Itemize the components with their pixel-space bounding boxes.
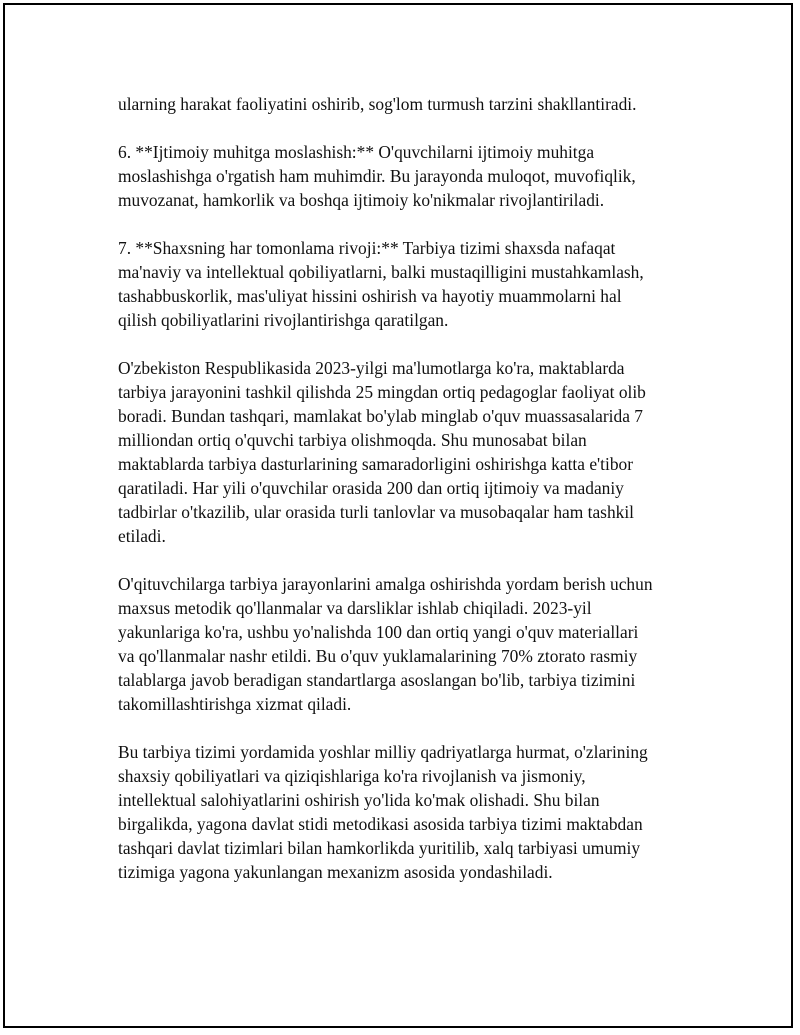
text-line: maxsus metodik qo'llanmalar va darsliklar ishlab chiqiladi. 2023-yil — [118, 598, 592, 618]
paragraph-teaching-materials — [118, 572, 698, 716]
paragraph-social-adaptation — [118, 140, 698, 212]
text-line: tadbirlar o'tkazilib, ular orasida turli tanlovlar va musobaqalar ham tashkil — [118, 502, 634, 522]
text-line: Bu tarbiya tizimi yordamida yoshlar milliy qadriyatlarga hurmat, o'zlarining — [118, 742, 648, 762]
text-line: milliondan ortiq o'quvchi tarbiya olishmoqda. Shu munosabat bilan — [118, 430, 587, 450]
text-line: muvozanat, hamkorlik va boshqa ijtimoiy ko'nikmalar rivojlantiriladi. — [118, 190, 605, 210]
paragraph-intro-continuation — [118, 92, 698, 116]
paragraph-personal-development — [118, 236, 698, 332]
paragraph-statistics — [118, 356, 698, 548]
text-line: birgalikda, yagona davlat stidi metodikasi asosida tarbiya tizimi maktabdan — [118, 814, 643, 834]
text-line: O'qituvchilarga tarbiya jarayonlarini amalga oshirishda yordam berish uchun — [118, 574, 653, 594]
text-line: O'zbekiston Respublikasida 2023-yilgi ma'lumotlarga ko'ra, maktablarda — [118, 358, 625, 378]
text-line: yakunlariga ko'ra, ushbu yo'nalishda 100 dan ortiq yangi o'quv materiallari — [118, 622, 639, 642]
text-line: talablarga javob beradigan standartlarga asoslangan bo'lib, tarbiya tizimini — [118, 670, 636, 690]
text-line: tizimiga yagona yakunlangan mexanizm asosida yondashiladi. — [118, 862, 553, 882]
text-line: ma'naviy va intellektual qobiliyatlarni, balki mustaqilligini mustahkamlash, — [118, 262, 644, 282]
text-line: maktablarda tarbiya dasturlarining samaradorligini oshirishga katta e'tibor — [118, 454, 634, 474]
text-line: moslashishga o'rgatish ham muhimdir. Bu jarayonda muloqot, muvofiqlik, — [118, 166, 636, 186]
paragraph-conclusion — [118, 740, 698, 884]
text-line: qilish qobiliyatlarini rivojlantirishga qaratilgan. — [118, 310, 449, 330]
document-body — [118, 92, 698, 908]
text-line: shaxsiy qobiliyatlari va qiziqishlariga ko'ra rivojlanish va jismoniy, — [118, 766, 586, 786]
text-line: takomillashtirishga xizmat qiladi. — [118, 694, 352, 714]
text-line: intellektual salohiyatlarini oshirish yo'lida ko'mak olishadi. Shu bilan — [118, 790, 600, 810]
text-line: etiladi. — [118, 526, 166, 546]
text-line: 7. **Shaxsning har tomonlama rivoji:** Tarbiya tizimi shaxsda nafaqat — [118, 238, 616, 258]
text-line: va qo'llanmalar nashr etildi. Bu o'quv yuklamalarining 70% ztorato rasmiy — [118, 646, 638, 666]
text-line: tashqari davlat tizimlari bilan hamkorlikda yuritilib, xalq tarbiyasi umumiy — [118, 838, 641, 858]
text-line: boradi. Bundan tashqari, mamlakat bo'ylab minglab o'quv muassasalarida 7 — [118, 406, 643, 426]
text-line: qaratiladi. Har yili o'quvchilar orasida 200 dan ortiq ijtimoiy va madaniy — [118, 478, 624, 498]
text-line: tashabbuskorlik, mas'uliyat hissini oshirish va hayotiy muammolarni hal — [118, 286, 622, 306]
text-line: tarbiya jarayonini tashkil qilishda 25 mingdan ortiq pedagoglar faoliyat olib — [118, 382, 646, 402]
text-line: ularning harakat faoliyatini oshirib, sog'lom turmush tarzini shakllantiradi. — [118, 94, 637, 114]
text-line: 6. **Ijtimoiy muhitga moslashish:** O'quvchilarni ijtimoiy muhitga — [118, 142, 595, 162]
